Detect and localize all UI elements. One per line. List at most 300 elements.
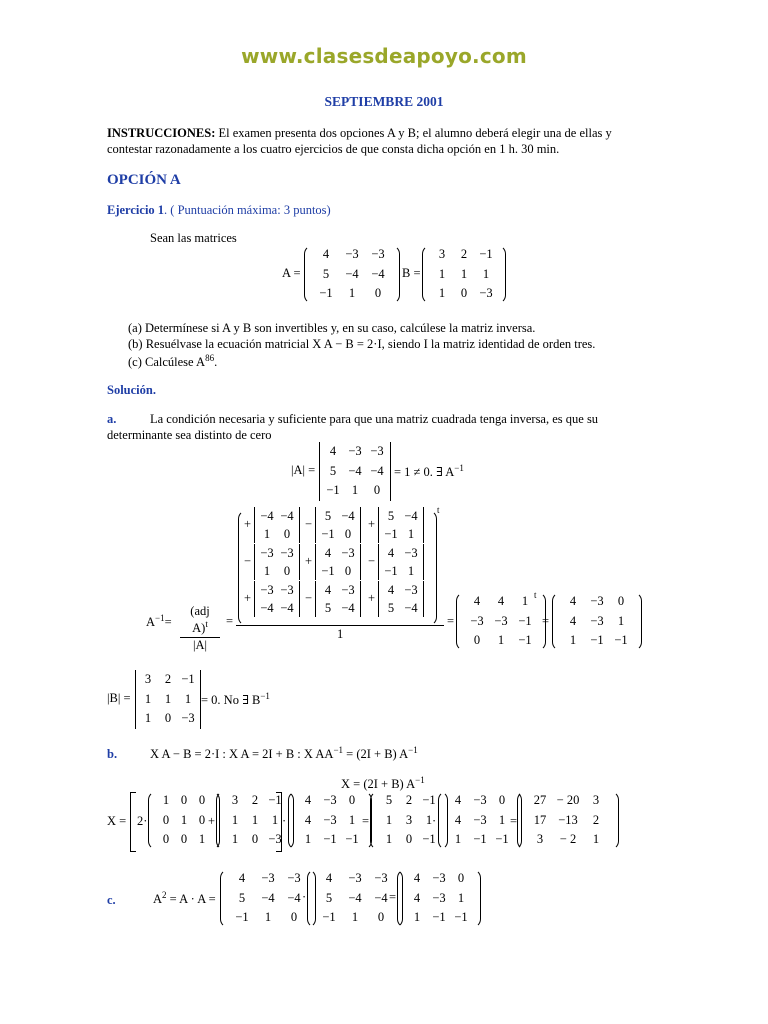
cofactor-minor-cell: 1: [407, 564, 415, 578]
a-inverse-copy-2-cell: 0: [498, 793, 506, 807]
cofactor-minor-right-delim: [360, 544, 361, 580]
part-b-exp3: −1: [415, 775, 425, 785]
solution-heading: Solución.: [107, 383, 156, 397]
part-c-result-cell: −1: [454, 910, 468, 924]
matrix-b-grid: [431, 245, 497, 304]
det-b-matrix-left-delim: [135, 670, 136, 729]
cofactor-minor-cell: −3: [260, 546, 274, 560]
det-b-exp: −1: [260, 691, 270, 701]
part-c-a1-grid: [229, 869, 307, 928]
part-c-result-cell: 4: [413, 871, 421, 885]
a-inverse-matrix-cell: 4: [569, 594, 577, 608]
b-matrix-copy-cell: 0: [251, 832, 259, 846]
ainv-exp: −1: [155, 613, 165, 623]
det-b-matrix-cell: 3: [144, 672, 152, 686]
cofactor-minor-cell: −3: [341, 546, 355, 560]
cofactor-minor-cell: 4: [324, 583, 332, 597]
cofactor-minor-cell: 5: [324, 509, 332, 523]
part-c-a2-left-delim: [307, 869, 316, 928]
part-c-a1-cell: 4: [238, 871, 246, 885]
matrix-a-cell: 1: [348, 286, 356, 300]
a-inverse-copy-1-cell: −1: [323, 832, 337, 846]
det-b-matrix-cell: −3: [181, 711, 195, 725]
matrix-b-right-delim: [497, 245, 506, 304]
det-a-label: |A| =: [291, 463, 316, 477]
cofactor-minor-cell: 5: [387, 601, 395, 615]
a-inverse-matrix-cell: 1: [617, 613, 625, 628]
x-result-matrix-cell: 2: [592, 812, 600, 827]
cofactor-minor-left-delim: [315, 544, 316, 580]
det-a-matrix-grid: [322, 442, 388, 501]
cofactor-minor-cell: 4: [324, 546, 332, 560]
det-a-result-text: = 1 ≠ 0. ∃ A: [394, 465, 455, 480]
cofactor-minor-grid: [257, 507, 297, 543]
sum-matrix-cell: 1: [425, 812, 433, 827]
b-matrix-copy-left-delim: [216, 791, 225, 850]
part-c-result-cell: −3: [432, 890, 446, 905]
cofactor-sign: −: [305, 517, 313, 531]
det-a-matrix-cell: −3: [370, 444, 384, 458]
a-inverse-matrix-cell: −1: [614, 633, 628, 647]
cofactor-minor: [252, 544, 302, 580]
cofactor-minor-right-delim: [360, 507, 361, 543]
cof-fraction-line: [236, 625, 444, 626]
instructions-text: El examen presenta dos opciones A y B; el alumno deberá elegir una de ellas y contestar razonadamente a los cuatro ejercicios de que consta dicha opción en 1 h. 30 min.: [107, 126, 612, 156]
part-c-a: A: [153, 892, 163, 907]
part-c-result-left-delim: [397, 869, 406, 928]
bracket-left: [130, 792, 136, 852]
cofactor-minor-left-delim: [378, 507, 379, 543]
cofactor-minor-cell: 5: [324, 601, 332, 615]
cofactor-minor-left-delim: [378, 544, 379, 580]
part-c-a1-cell: −4: [261, 890, 275, 905]
part-c-eq2: = A · A =: [166, 892, 216, 907]
det-b-label: |B| =: [107, 691, 131, 705]
cofactor-minor: [313, 544, 363, 580]
adj-denominator: |A|: [192, 638, 208, 653]
a-inverse-copy-2-grid: [447, 791, 513, 850]
cofactor-minor-cell: −3: [280, 583, 294, 597]
part-c-a2-cell: −1: [322, 910, 336, 924]
eq-sign-2: =: [447, 614, 455, 628]
det-b-matrix-cell: 2: [164, 672, 172, 686]
matrix-a-cell: 5: [322, 266, 330, 281]
adj-t-sup-text: t: [534, 590, 537, 600]
item-b: (b) Resuélvase la ecuación matricial X A − B = 2·I, siendo I la matriz identidad de orden tres.: [128, 337, 596, 351]
cofactor-minor-grid: [381, 507, 421, 543]
identity-matrix-cell: 0: [162, 832, 170, 846]
a-inverse-copy-2-left-delim: [438, 791, 447, 850]
part-c-a1-left-delim: [220, 869, 229, 928]
a-inverse-copy-2-cell: 1: [454, 832, 462, 846]
dot-3: ·: [302, 890, 307, 904]
matrix-b-cell: 0: [460, 286, 468, 300]
part-c-a1-cell: 5: [238, 890, 246, 905]
cofactor-minor-cell: −4: [341, 601, 355, 615]
identity-matrix-cell: 0: [198, 812, 206, 827]
part-c-a2-cell: 1: [351, 910, 359, 924]
a-inverse-copy-1-cell: 0: [348, 793, 356, 807]
cofactor-minor-left-delim: [254, 581, 255, 617]
x-result-matrix-left-delim: [517, 791, 526, 850]
a-inverse-matrix-cell: −1: [590, 633, 604, 647]
sum-matrix-cell: 5: [385, 793, 393, 807]
x-result-matrix-cell: 27: [533, 793, 547, 807]
cofactor-minor-cell: −3: [280, 546, 294, 560]
matrix-a-cell: −1: [319, 286, 333, 300]
matrix-a-cell: 4: [322, 247, 330, 261]
part-b-eq-b: = (2I + B) A: [343, 747, 409, 762]
sum-matrix-cell: 0: [405, 832, 413, 846]
b-matrix-copy-cell: 1: [251, 812, 259, 827]
a-inverse-matrix-cell: −3: [590, 613, 604, 628]
cofactor-minor: [376, 507, 426, 543]
part-c-label: c.: [107, 893, 116, 907]
cofactor-minor-right-delim: [423, 507, 424, 543]
sum-matrix-left-delim: [370, 791, 379, 850]
cofactor-minor-cell: −4: [341, 509, 355, 523]
part-c-result: [397, 869, 481, 928]
cofactor-minor-cell: −4: [280, 509, 294, 523]
matrix-b-cell: 3: [438, 247, 446, 261]
ainv-symbol: A: [146, 615, 156, 630]
x-result-matrix-cell: 1: [592, 832, 600, 846]
sum-matrix-cell: −1: [422, 832, 436, 846]
part-c-result-cell: 1: [457, 890, 465, 905]
instructions: [107, 125, 627, 157]
adj-t-matrix-cell: 0: [473, 633, 481, 647]
part-c-a2-cell: −4: [348, 890, 362, 905]
item-c: [128, 353, 217, 370]
cofactor-minor-cell: 0: [344, 527, 352, 541]
det-a-matrix-cell: −1: [326, 483, 340, 497]
a-inverse-copy-1-cell: 4: [304, 812, 312, 827]
sum-matrix-cell: 1: [385, 812, 393, 827]
a-inverse-copy-1-cell: 1: [348, 812, 356, 827]
cofactor-minor-cell: −1: [384, 564, 398, 578]
matrix-b-cell: 1: [460, 266, 468, 281]
matrix-b-cell: 2: [460, 247, 468, 261]
x-result-matrix-grid: [526, 791, 610, 850]
matrix-b-cell: 1: [482, 266, 490, 281]
dot-2: ·: [432, 814, 437, 828]
cofactor-minor-left-delim: [315, 507, 316, 543]
part-b-eq3: [341, 775, 425, 792]
identity-matrix-cell: 0: [180, 832, 188, 846]
part-c-result-grid: [406, 869, 472, 928]
matrix-b-cell: −3: [479, 286, 493, 300]
cofactor-minor-grid: [257, 544, 297, 580]
a-inverse-copy-1-cell: −3: [323, 793, 337, 807]
b-matrix-copy-cell: 1: [231, 832, 239, 846]
det-b-matrix-cell: 1: [184, 691, 192, 706]
cofactor-minor-grid: [381, 581, 421, 617]
part-c-a2-cell: 4: [325, 871, 333, 885]
cofactor-minor-cell: 4: [387, 583, 395, 597]
det-a-matrix-cell: 1: [351, 483, 359, 497]
x-result-matrix-right-delim: [610, 791, 619, 850]
cofactor-minor-left-delim: [254, 507, 255, 543]
a-inverse-matrix: [552, 592, 642, 651]
sum-matrix-cell: 3: [405, 812, 413, 827]
det-b-matrix-cell: 1: [164, 691, 172, 706]
part-c-a1-cell: −3: [261, 871, 275, 885]
adj-t-matrix-left-delim: [456, 592, 465, 651]
part-b-exp2: −1: [408, 745, 418, 755]
x-result-matrix-cell: 3: [536, 832, 544, 846]
cofactor-minor-cell: 4: [387, 546, 395, 560]
cofactor-minor-grid: [318, 581, 358, 617]
part-c-a2-cell: −3: [374, 871, 388, 885]
matrix-b-cell: 1: [438, 266, 446, 281]
det-b-result-text: = 0. No ∃ B: [201, 693, 261, 708]
matrix-a-left-delim: [304, 245, 313, 304]
part-b-label: b.: [107, 747, 118, 761]
matrix-b-label: B =: [402, 266, 421, 280]
det-a-matrix-cell: −4: [348, 463, 362, 478]
matrix-a-cell: −3: [345, 247, 359, 261]
cofactor-sign: +: [244, 591, 252, 605]
sum-matrix: [370, 791, 448, 850]
det-a-result: [394, 463, 464, 480]
cofactor-minor: [376, 581, 426, 617]
b-matrix-copy-cell: −1: [268, 793, 282, 807]
adj-num-text: (adj A): [190, 604, 210, 636]
part-c-eq: [153, 890, 216, 907]
sum-matrix-grid: [379, 791, 439, 850]
cofactor-minor-cell: 0: [283, 564, 291, 578]
det-b-matrix-cell: −1: [181, 672, 195, 686]
b-matrix-copy-cell: 2: [251, 793, 259, 807]
cofactor-sign: −: [368, 554, 376, 568]
part-c-result-cell: 4: [413, 890, 421, 905]
item-c-text: (c) Calcúlese A: [128, 355, 206, 370]
adj-t-matrix-cell: 1: [521, 594, 529, 608]
b-matrix-copy-cell: 3: [231, 793, 239, 807]
part-c-result-cell: −1: [432, 910, 446, 924]
identity-matrix-cell: 0: [198, 793, 206, 807]
cofactor-minor-left-delim: [254, 544, 255, 580]
eq-sign-1: =: [226, 614, 234, 628]
adj-t-matrix-cell: 1: [497, 633, 505, 647]
cofactor-minor-cell: 1: [263, 564, 271, 578]
identity-matrix-cell: 1: [162, 793, 170, 807]
instructions-label: INSTRUCCIONES:: [107, 126, 216, 140]
cofactor-minor-cell: −1: [321, 564, 335, 578]
b-matrix-copy-cell: −3: [268, 832, 282, 846]
identity-matrix-cell: 0: [162, 812, 170, 827]
ainv-label: [146, 613, 172, 630]
cofactor-sign: +: [368, 517, 376, 531]
det-a-matrix-cell: 5: [329, 463, 337, 478]
x-result-matrix: [517, 791, 619, 850]
cofactor-sign: −: [244, 554, 252, 568]
part-c-a2-cell: 5: [325, 890, 333, 905]
exercise-points: . ( Puntuación máxima: 3 puntos): [164, 203, 331, 217]
part-b-eq: [150, 745, 418, 762]
cof-denominator: 1: [337, 627, 344, 641]
a-inverse-copy-2-cell: −1: [473, 832, 487, 846]
identity-matrix-cell: 1: [180, 812, 188, 827]
part-c-a2-grid: [316, 869, 397, 928]
det-b-matrix-cell: 1: [144, 691, 152, 706]
matrix-a-cell: −4: [371, 266, 385, 281]
item-c-exp: 86: [205, 353, 215, 363]
cofactor-minor-cell: −3: [341, 583, 355, 597]
matrix-a-right-delim: [391, 245, 400, 304]
a-inverse-copy-1-cell: −1: [345, 832, 359, 846]
cofactor-minor: [252, 507, 302, 543]
part-b-exp1: −1: [333, 745, 344, 755]
cofactor-minor-cell: −1: [321, 527, 335, 541]
a-inverse-matrix-cell: 0: [617, 594, 625, 608]
two-dot: 2·: [137, 814, 148, 828]
a-inverse-copy-1-cell: −3: [323, 812, 337, 827]
cofactor-minor-cell: −4: [260, 601, 274, 615]
a-inverse-copy-1-grid: [297, 791, 363, 850]
b-matrix-copy-cell: 1: [271, 812, 279, 827]
part-c-result-cell: −3: [432, 871, 446, 885]
cofactor-minor-cell: −1: [384, 527, 398, 541]
cofactor-minor-cell: −3: [404, 546, 418, 560]
part-b-eq3-text: X = (2I + B) A: [341, 777, 416, 792]
part-b-eq-a: X A − B = 2·I : X A = 2I + B : X AA: [150, 747, 334, 762]
site-url[interactable]: www.clasesdeapoyo.com: [241, 44, 527, 68]
cofactor-minor-grid: [257, 581, 297, 617]
cofactor-minor-right-delim: [423, 581, 424, 617]
dot-1: ·: [282, 814, 287, 828]
cofactor-minor-right-delim: [299, 544, 300, 580]
exercise-intro: Sean las matrices: [150, 231, 237, 245]
b-matrix-copy-cell: 1: [231, 812, 239, 827]
cofactor-minor-grid: [381, 544, 421, 580]
a-inverse-copy-2-cell: 4: [454, 793, 462, 807]
matrix-b-cell: 1: [438, 286, 446, 300]
part-c-exp: 2: [162, 890, 167, 900]
a-inverse-matrix-right-delim: [633, 592, 642, 651]
adj-t-matrix-cell: −3: [494, 613, 508, 628]
matrix-b: [422, 245, 506, 304]
det-a-matrix-cell: 0: [373, 483, 381, 497]
matrix-a-grid: [313, 245, 391, 304]
cofactor-minor: [376, 544, 426, 580]
x-result-matrix-cell: − 2: [559, 832, 577, 846]
det-a-inv-exp: −1: [454, 463, 464, 473]
cofactor-minor-cell: 0: [344, 564, 352, 578]
adj-t-matrix-cell: −1: [518, 613, 532, 628]
cofactor-minor-cell: 5: [387, 509, 395, 523]
identity-matrix-cell: 1: [198, 832, 206, 846]
plus-sign: +: [208, 814, 216, 828]
det-b-result: [201, 691, 270, 708]
identity-matrix-left-delim: [148, 791, 157, 850]
a-inverse-matrix-cell: −3: [590, 594, 604, 608]
adj-t-matrix-cell: −1: [518, 633, 532, 647]
cofactor-minor-cell: −4: [404, 509, 418, 523]
item-a: (a) Determínese si A y B son invertibles y, en su caso, calcúlese la matriz inversa.: [128, 321, 536, 335]
adj-fraction: [180, 604, 220, 653]
cofactor-minor-grid: [318, 507, 358, 543]
det-b-matrix-cell: 0: [164, 711, 172, 725]
cofactor-minor-left-delim: [315, 581, 316, 617]
cofactor-minor-right-delim: [360, 581, 361, 617]
adj-t-matrix-grid: [465, 592, 537, 651]
part-c-a1-cell: 1: [264, 910, 272, 924]
a-inverse-copy-1: [288, 791, 372, 850]
cofactor-minor-cell: 1: [263, 527, 271, 541]
a-inverse-copy-2-cell: −1: [495, 832, 509, 846]
cofactor-minor-cell: −3: [404, 583, 418, 597]
adj-t: t: [205, 619, 208, 629]
cof-t: [437, 505, 440, 522]
det-a-matrix-cell: −4: [370, 463, 384, 478]
det-a-matrix: [317, 442, 393, 501]
det-b-matrix: [133, 670, 203, 729]
exercise-heading: [107, 203, 331, 218]
sum-matrix-cell: 2: [405, 793, 413, 807]
a-inverse-matrix-left-delim: [552, 592, 561, 651]
exam-title: SEPTIEMBRE 2001: [324, 94, 444, 109]
ainv-eq: =: [164, 615, 172, 630]
x-result-matrix-cell: 17: [533, 812, 547, 827]
part-c-a2-cell: −3: [348, 871, 362, 885]
cof-paren-right: [428, 510, 437, 626]
part-c-result-cell: 0: [457, 871, 465, 885]
matrix-a-cell: −3: [371, 247, 385, 261]
part-a-text2: determinante sea distinto de cero: [107, 428, 272, 442]
matrix-a-cell: −4: [345, 266, 359, 281]
det-a-matrix-cell: 4: [329, 444, 337, 458]
cofactor-minor-cell: 0: [283, 527, 291, 541]
adj-t-sup: [534, 590, 537, 607]
a-inverse-matrix-cell: 1: [569, 633, 577, 647]
x-result-matrix-cell: −13: [558, 812, 578, 827]
exercise-label: Ejercicio 1: [107, 203, 165, 217]
matrix-a-label: A =: [282, 266, 301, 280]
cofactor-sign: +: [305, 554, 313, 568]
adj-t-matrix-cell: −3: [470, 613, 484, 628]
a-inverse-copy-1-left-delim: [288, 791, 297, 850]
a-inverse-copy-2-cell: −3: [473, 793, 487, 807]
x-label: X =: [107, 814, 127, 828]
adj-t-matrix: [456, 592, 546, 651]
part-c-a1-cell: −1: [235, 910, 249, 924]
det-b-matrix-grid: [138, 670, 198, 729]
part-c-a2-cell: 0: [377, 910, 385, 924]
cofactor-minor-cell: 1: [407, 527, 415, 541]
cofactor-sign: −: [305, 591, 313, 605]
cofactor-minor-cell: −3: [260, 583, 274, 597]
a-inverse-copy-1-cell: 4: [304, 793, 312, 807]
eq-sign-3: =: [542, 614, 550, 628]
matrix-a: [304, 245, 400, 304]
cofactor-minor-cell: −4: [404, 601, 418, 615]
part-c-a1-cell: 0: [290, 910, 298, 924]
x-result-matrix-cell: 3: [592, 793, 600, 807]
adj-t-matrix-cell: 4: [473, 594, 481, 608]
a-inverse-matrix-grid: [561, 592, 633, 651]
cofactor-minor: [313, 581, 363, 617]
adj-numerator: [180, 604, 220, 638]
a-inverse-copy-2-cell: 4: [454, 812, 462, 827]
a-inverse-copy-2-cell: 1: [498, 812, 506, 827]
det-a-matrix-right-delim: [390, 442, 391, 501]
cof-t-sup: t: [437, 505, 440, 515]
cofactor-minor-cell: −4: [260, 509, 274, 523]
eq-sign-6: =: [389, 890, 397, 904]
matrix-b-left-delim: [422, 245, 431, 304]
part-c-result-cell: 1: [413, 910, 421, 924]
